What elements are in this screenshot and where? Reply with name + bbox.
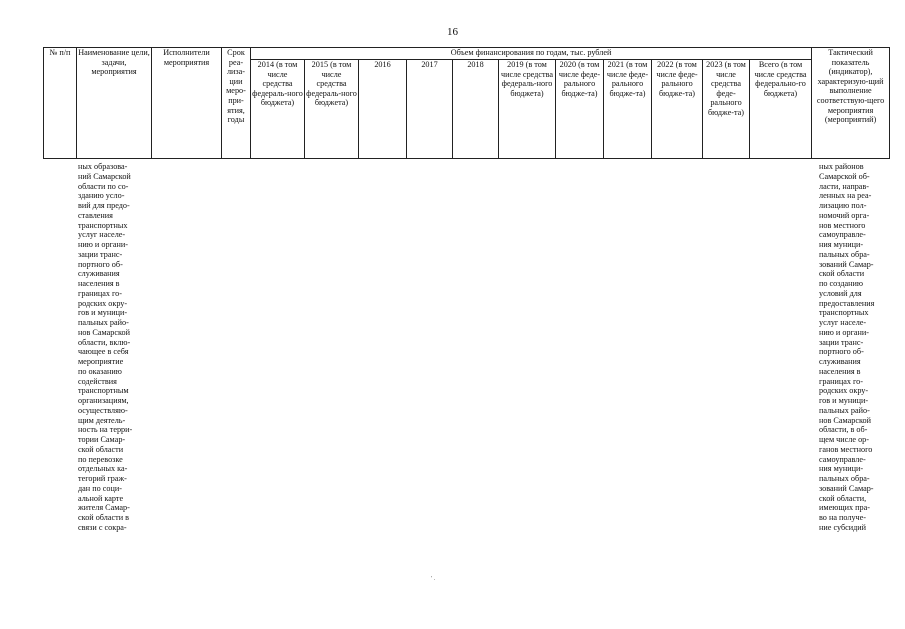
text-line: вий для предо-: [78, 201, 130, 210]
text-line: населения в: [78, 279, 120, 288]
header-name: Наименование цели, задачи, мероприятия: [77, 48, 152, 159]
text-line: мероприятие: [78, 357, 124, 366]
text-line: во на получе-: [819, 513, 867, 522]
indicator-description-text: [819, 162, 889, 533]
text-line: ных районов: [819, 162, 864, 171]
text-line: условий для: [819, 288, 862, 298]
text-line: тории Самар-: [78, 435, 126, 444]
text-line: отдельных ка-: [78, 464, 128, 474]
text-line: пальных обра-: [819, 474, 870, 483]
text-line: ласти, направ-: [819, 181, 870, 191]
text-line: щем числе ор-: [819, 435, 869, 444]
header-year-2017: 2017: [407, 60, 453, 159]
text-line: ний Самарской: [78, 171, 131, 181]
text-line: зации транс-: [819, 337, 864, 347]
text-line: служивания: [78, 269, 120, 279]
text-line: портного об-: [819, 347, 864, 357]
text-line: границах го-: [819, 376, 863, 386]
text-line: нов Самарской: [819, 415, 872, 425]
text-line: ния муници-: [819, 240, 864, 249]
text-line: пальных райо-: [78, 318, 129, 327]
text-line: предоставления: [819, 298, 875, 308]
text-line: ской области в: [78, 513, 129, 522]
text-line: ленных на реа-: [819, 191, 872, 201]
text-line: содействия: [78, 376, 117, 386]
text-line: связи с сокра-: [78, 522, 127, 532]
text-line: нию и органи-: [819, 327, 870, 337]
text-line: гов и муници-: [78, 308, 128, 318]
header-year-2015: 2015 (в том числе средства федераль-ного бюджета): [305, 60, 359, 159]
text-line: области по со-: [78, 181, 129, 191]
text-line: транспортным: [78, 386, 129, 396]
text-line: дан по соци-: [78, 483, 122, 493]
funding-table: [43, 47, 890, 159]
scan-speck: ' .: [431, 576, 436, 582]
text-line: альной карте: [78, 493, 124, 503]
text-line: ность на терри-: [78, 425, 133, 435]
text-line: гов и муници-: [819, 396, 869, 405]
text-line: зований Самар-: [819, 259, 874, 269]
text-line: транспортных: [78, 220, 128, 230]
text-line: родских окру-: [819, 386, 869, 396]
header-year-2019: 2019 (в том числе средства федераль-ного бюджета): [499, 60, 556, 159]
text-line: щим деятель-: [78, 415, 126, 425]
text-line: ганов местного: [819, 444, 873, 454]
text-line: зданию усло-: [78, 191, 125, 201]
text-line: нию и органи-: [78, 240, 129, 249]
text-line: служивания: [819, 357, 861, 366]
text-line: населения в: [819, 366, 861, 376]
header-number: № п/п: [44, 48, 77, 159]
text-line: пальных обра-: [819, 249, 870, 259]
text-line: осуществляю-: [78, 405, 128, 415]
text-line: услуг населе-: [819, 318, 867, 327]
header-year-2021: 2021 (в том числе феде-рального бюдже-та): [604, 60, 652, 159]
text-line: по оказанию: [78, 366, 122, 376]
text-line: имеющих пра-: [819, 503, 870, 513]
text-line: пальных райо-: [819, 405, 870, 415]
text-line: по созданию: [819, 279, 864, 288]
text-line: области, вклю-: [78, 337, 131, 347]
header-funding-group: Объем финансирования по годам, тыс. рублей: [251, 48, 812, 60]
text-line: по перевозке: [78, 454, 123, 464]
text-line: нов Самарской: [78, 327, 131, 337]
text-line: ставления: [78, 210, 113, 220]
text-line: Самарской об-: [819, 171, 870, 181]
page-number: 16: [447, 26, 458, 38]
text-line: услуг населе-: [78, 230, 126, 240]
text-line: тегорий граж-: [78, 474, 127, 483]
activity-description-text: [78, 162, 148, 533]
text-line: самоуправле-: [819, 230, 866, 240]
text-line: лизацию пол-: [819, 201, 867, 210]
header-indicator: Тактический показатель (индикатор), характеризую-щий выполнение соответствую-щего мероприятия (мероприятий): [812, 48, 890, 159]
header-year-2018: 2018: [453, 60, 499, 159]
text-line: ние субсидий: [819, 522, 867, 532]
text-line: области, в об-: [819, 425, 868, 435]
text-line: организациям,: [78, 396, 129, 405]
header-year-2023: 2023 (в том числе средства феде-рального бюдже-та): [703, 60, 750, 159]
header-year-2014: 2014 (в том числе средства федераль-ного бюджета): [251, 60, 305, 159]
text-line: номочий орга-: [819, 210, 870, 220]
text-line: ской области,: [819, 493, 867, 503]
header-year-2016: 2016: [359, 60, 407, 159]
text-line: зации транс-: [78, 249, 123, 259]
text-line: портного об-: [78, 259, 123, 269]
text-line: зований Самар-: [819, 483, 874, 493]
text-line: жителя Самар-: [78, 503, 130, 513]
header-executors: Исполнители мероприятия: [152, 48, 222, 159]
header-year-2022: 2022 (в том числе феде-рального бюдже-та): [652, 60, 703, 159]
text-line: границах го-: [78, 288, 122, 298]
text-line: самоуправле-: [819, 454, 866, 464]
text-line: чающее в себя: [78, 347, 129, 357]
header-year-2020: 2020 (в том числе феде-рального бюдже-та): [556, 60, 604, 159]
text-line: ных образова-: [78, 162, 128, 171]
text-line: ской области: [78, 444, 124, 454]
text-line: родских окру-: [78, 298, 128, 308]
header-period: Срок реа-лиза-ции меро-при-ятия, годы: [222, 48, 251, 159]
text-line: нов местного: [819, 220, 866, 230]
text-line: ской области: [819, 269, 865, 279]
header-total: Всего (в том числе средства федерально-го бюджета): [750, 60, 812, 159]
text-line: транспортных: [819, 308, 869, 318]
text-line: ния муници-: [819, 464, 864, 474]
